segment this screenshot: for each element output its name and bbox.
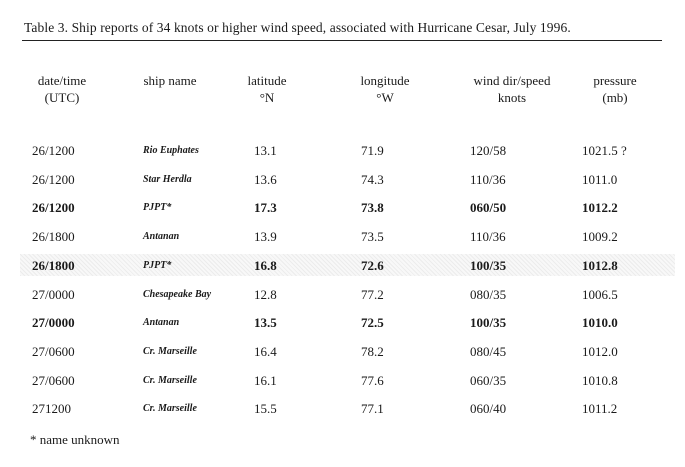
cell-lon: 72.5 [361, 315, 384, 330]
header-wind-line1: wind dir/speed [473, 73, 551, 88]
cell-ship: Star Herdla [143, 174, 192, 185]
cell-lat: 13.6 [254, 172, 277, 187]
header-pressure-line1: pressure [593, 73, 637, 88]
cell-datetime: 26/1800 [32, 229, 75, 244]
cell-pressure: 1012.2 [582, 200, 618, 215]
cell-wind: 080/45 [470, 344, 507, 359]
cell-lat: 13.5 [254, 315, 277, 330]
cell-datetime: 27/0600 [32, 373, 75, 388]
header-ship-name [130, 72, 210, 89]
cell-datetime: 26/1200 [32, 200, 75, 215]
cell-lon: 71.9 [361, 143, 384, 158]
cell-wind: 100/35 [470, 258, 507, 273]
cell-datetime: 26/1800 [32, 258, 75, 273]
cell-ship: Chesapeake Bay [143, 289, 212, 300]
cell-lat: 16.1 [254, 373, 277, 388]
cell-lon: 77.6 [361, 373, 384, 388]
cell-ship: Cr. Marseille [143, 403, 197, 414]
cell-wind: 100/35 [470, 315, 507, 330]
header-latitude [232, 72, 302, 106]
cell-pressure: 1009.2 [582, 229, 618, 244]
cell-wind: 060/40 [470, 401, 507, 416]
cell-ship: PJPT* [143, 260, 172, 271]
footnote: * name unknown [30, 432, 120, 447]
cell-datetime: 27/0000 [32, 315, 75, 330]
cell-lon: 73.8 [361, 200, 384, 215]
cell-lon: 77.1 [361, 401, 384, 416]
cell-lat: 16.4 [254, 344, 277, 359]
cell-datetime: 26/1200 [32, 143, 75, 158]
cell-datetime: 27/0000 [32, 287, 75, 302]
cell-lat: 16.8 [254, 258, 277, 273]
header-pressure [575, 72, 655, 106]
cell-pressure: 1012.8 [582, 258, 618, 273]
cell-lon: 78.2 [361, 344, 384, 359]
table-caption: Table 3. Ship reports of 34 knots or higher wind speed, associated with Hurricane Cesar, July 1996. [24, 20, 571, 35]
row-highlight [20, 254, 675, 276]
cell-ship: PJPT* [143, 202, 172, 213]
cell-wind: 110/36 [470, 172, 506, 187]
cell-pressure: 1011.2 [582, 401, 618, 416]
cell-wind: 120/58 [470, 143, 507, 158]
cell-lon: 77.2 [361, 287, 384, 302]
cell-pressure: 1011.0 [582, 172, 618, 187]
cell-datetime: 271200 [32, 401, 71, 416]
header-datetime [22, 72, 102, 106]
header-wind [452, 72, 572, 106]
header-ship-line1: ship name [143, 73, 197, 88]
header-lon-line1: longitude [360, 73, 410, 88]
cell-wind: 060/35 [470, 373, 507, 388]
cell-ship: Antanan [143, 317, 180, 328]
cell-ship: Rio Euphates [143, 145, 199, 156]
cell-lat: 17.3 [254, 200, 277, 215]
cell-ship: Antanan [143, 231, 180, 242]
cell-datetime: 27/0600 [32, 344, 75, 359]
cell-pressure: 1010.0 [582, 315, 618, 330]
cell-wind: 080/35 [470, 287, 507, 302]
header-datetime-line2: (UTC) [44, 90, 80, 105]
header-longitude [345, 72, 425, 106]
caption-underline [22, 40, 662, 41]
cell-ship: Cr. Marseille [143, 375, 197, 386]
cell-ship: Cr. Marseille [143, 346, 197, 357]
cell-lon: 74.3 [361, 172, 384, 187]
header-pressure-line2: (mb) [602, 90, 628, 105]
cell-pressure: 1021.5 ? [582, 143, 627, 158]
cell-lat: 15.5 [254, 401, 277, 416]
header-lon-line2: °W [376, 90, 394, 105]
cell-lon: 73.5 [361, 229, 384, 244]
cell-lat: 12.8 [254, 287, 277, 302]
cell-lon: 72.6 [361, 258, 384, 273]
cell-datetime: 26/1200 [32, 172, 75, 187]
header-lat-line1: latitude [247, 73, 287, 88]
cell-lat: 13.1 [254, 143, 277, 158]
cell-pressure: 1006.5 [582, 287, 618, 302]
cell-pressure: 1010.8 [582, 373, 618, 388]
header-wind-line2: knots [497, 90, 527, 105]
header-lat-line2: °N [259, 90, 275, 105]
cell-wind: 110/36 [470, 229, 506, 244]
cell-lat: 13.9 [254, 229, 277, 244]
cell-wind: 060/50 [470, 200, 507, 215]
header-datetime-line1: date/time [37, 73, 87, 88]
cell-pressure: 1012.0 [582, 344, 618, 359]
